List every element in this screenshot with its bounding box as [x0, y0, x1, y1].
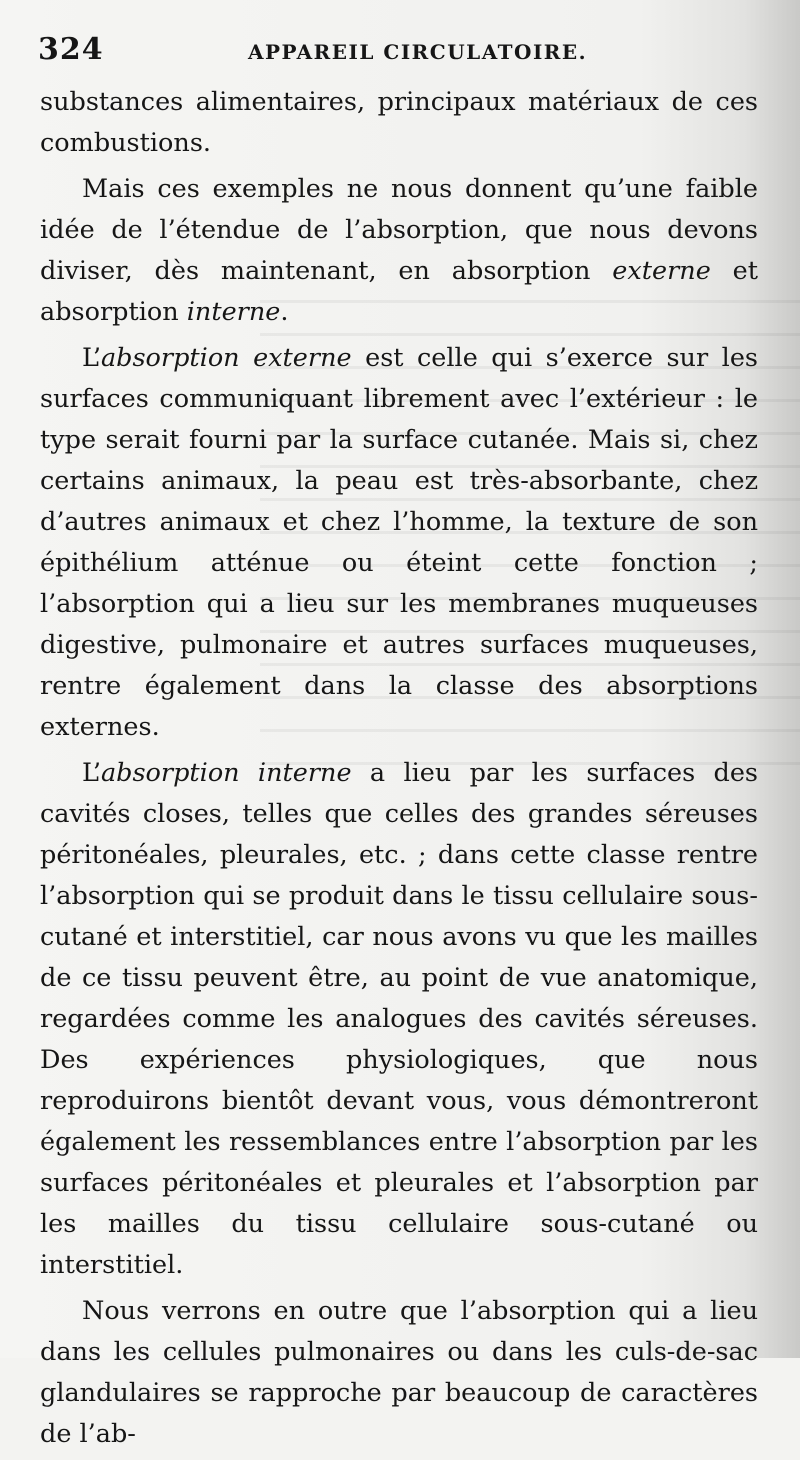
italic-term: absorption interne: [100, 758, 352, 788]
text-segment: L’: [82, 343, 101, 373]
text-segment: Mais ces exemples ne nous donnent qu’une faible idée de l’étendue de l’absorption, que nous devons diviser, dès maintenant, en absorption: [40, 174, 758, 286]
paragraph: [40, 753, 758, 1286]
paragraph: [40, 82, 758, 164]
text-segment: Nous verrons en outre que l’absorption qui a lieu dans les cellules pulmonaires ou dans les culs-de-sac glandulaires se rapproche par beaucoup de caractères de l’ab-: [40, 1296, 758, 1449]
text-segment: substances alimentaires, principaux matériaux de ces combustions.: [40, 87, 758, 158]
italic-term: externe: [612, 256, 711, 286]
page-header: [38, 28, 758, 78]
body-text: [40, 82, 758, 1460]
running-head: APPAREIL CIRCULATOIRE.: [248, 40, 588, 64]
paragraph: [40, 1291, 758, 1455]
italic-term: interne: [186, 297, 281, 327]
text-segment: L’: [82, 758, 101, 788]
text-segment: et absorption: [40, 256, 758, 327]
text-segment: a lieu par les surfaces des cavités closes, telles que celles des grandes séreuses péritonéales, pleurales, etc. ; dans cette classe rentre l’absorption qui se produit dans le tissu cellulaire sous-cutané et interstitiel, car nous avons vu que les mailles de ce tissu peuvent être, au point de vue anatomique, regardées comme les analogues des cavités séreuses. Des expériences physiologiques, que nous reproduirons bientôt devant vous, vous démontreront également les ressemblances entre l’absorption par les surfaces péritonéales et pleurales et l’absorption par les mailles du tissu cellulaire sous-cutané ou interstitiel.: [40, 758, 758, 1280]
page-number: 324: [38, 32, 104, 67]
paragraph: [40, 338, 758, 748]
text-segment: .: [280, 297, 289, 327]
italic-term: absorption externe: [100, 343, 352, 373]
paragraph: [40, 169, 758, 333]
text-segment: est celle qui s’exerce sur les surfaces communiquant librement avec l’extérieur : le type serait fourni par la surface cutanée. Mais si, chez certains animaux, la peau est très-absorbante, chez d’autres animaux et chez l’homme, la texture de son épithélium atténue ou éteint cette fonction ; l’absorption qui a lieu sur les membranes muqueuses digestive, pulmonaire et autres surfaces muqueuses, rentre également dans la classe des absorptions externes.: [40, 343, 758, 742]
